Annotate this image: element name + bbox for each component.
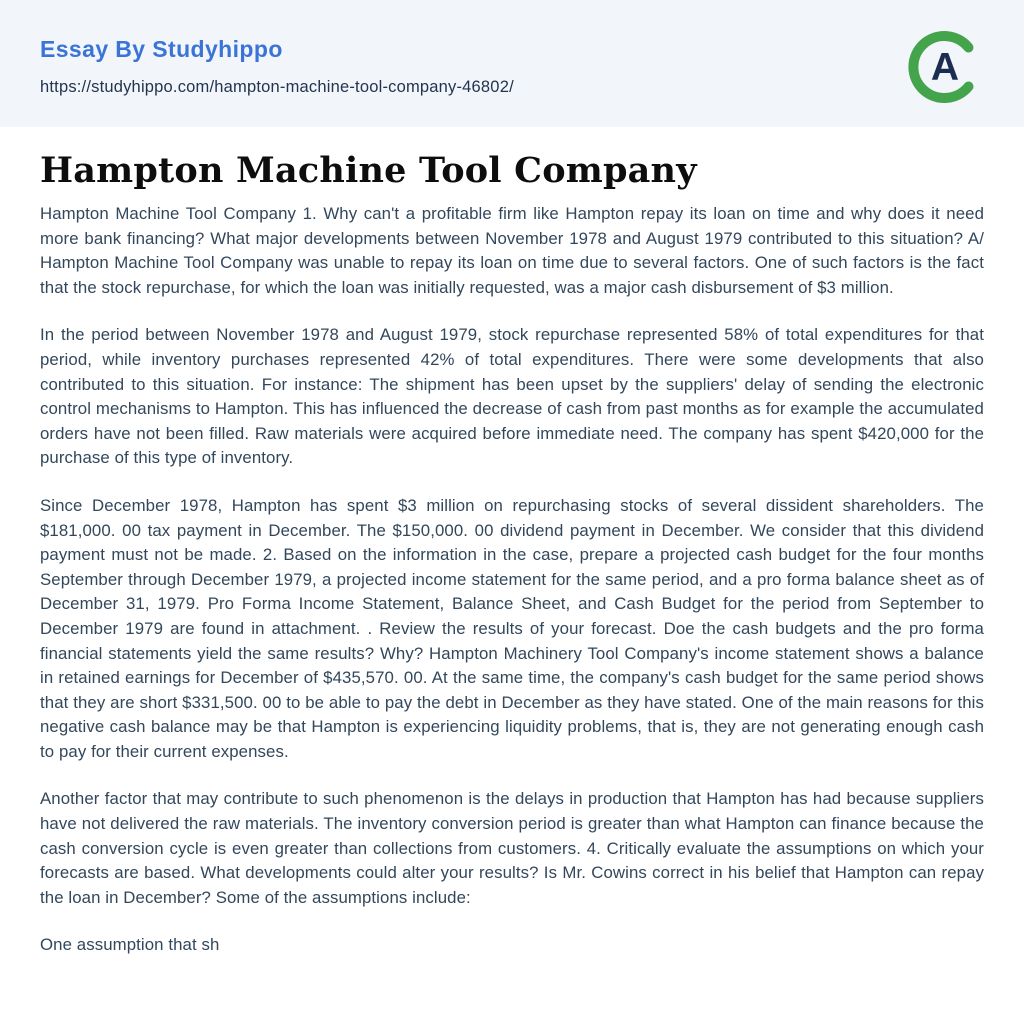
article-paragraph-2: In the period between November 1978 and August 1979, stock repurchase represented 58% of total expenditures for that period, while inventory purchases represented 42% of total expenditures. There were some developments that also contributed to this situation. For instance: The shipment has been upset by the suppliers' delay of sending the electronic control mechanisms to Hampton. This has influenced the decrease of cash from past months as for example the accumulated orders have not been filled. Raw materials were acquired before immediate need. The company has spent $420,000 for the purchase of this type of inventory. xyxy=(40,325,984,468)
article-paragraph-5: One assumption that sh xyxy=(40,935,220,955)
article-url-link[interactable]: https://studyhippo.com/hampton-machine-tool-company-46802/ xyxy=(40,78,514,96)
header-text-block xyxy=(40,36,514,97)
article-paragraph-1: Hampton Machine Tool Company 1. Why can't a profitable firm like Hampton repay its loan on time and why does it need more bank financing? What major developments between November 1978 and August 1979 contributed to this situation? A/ Hampton Machine Tool Company was unable to repay its loan on time due to several factors. One of such factors is the fact that the stock repurchase, for which the loan was initially requested, was a major cash disbursement of $3 million. xyxy=(40,204,984,297)
studyhippo-logo-icon xyxy=(906,28,984,106)
logo-letter: A xyxy=(930,46,960,89)
article-paragraph-4: Another factor that may contribute to such phenomenon is the delays in production that Hampton has had because suppliers have not delivered the raw materials. The inventory conversion period is greater than what Hampton can finance because the cash conversion cycle is even greater than collections from customers. 4. Critically evaluate the assumptions on which your forecasts are based. What developments could alter your results? Is Mr. Cowins correct in his belief that Hampton can repay the loan in December? Some of the assumptions include: xyxy=(40,789,984,907)
site-header xyxy=(0,0,1024,127)
logo-svg xyxy=(906,28,984,106)
article-content xyxy=(0,150,1024,958)
article-paragraph-3: Since December 1978, Hampton has spent $3 million on repurchasing stocks of several dissident shareholders. The $181,000. 00 tax payment in December. The $150,000. 00 dividend payment in December. We consider that this dividend payment must not be made. 2. Based on the information in the case, prepare a projected cash budget for the four months September through December 1979, a projected income statement for the same period, and a pro forma balance sheet as of December 31, 1979. Pro Forma Income Statement, Balance Sheet, and Cash Budget for the period from September to December 1979 are found in attachment. . Review the results of your forecast. Doe the cash budgets and the pro forma financial statements yield the same results? Why? Hampton Machinery Tool Company's income statement shows a balance in retained earnings for December of $435,570. 00. At the same time, the company's cash budget for the same period shows that they are short $331,500. 00 to be able to pay the debt in December as they have stated. One of the main reasons for this negative cash balance may be that Hampton is experiencing liquidity problems, that is, they are not generating enough cash to pay for their current expenses. xyxy=(40,495,984,761)
site-title: Essay By Studyhippo xyxy=(40,36,283,62)
article-title: Hampton Machine Tool Company xyxy=(40,150,697,191)
